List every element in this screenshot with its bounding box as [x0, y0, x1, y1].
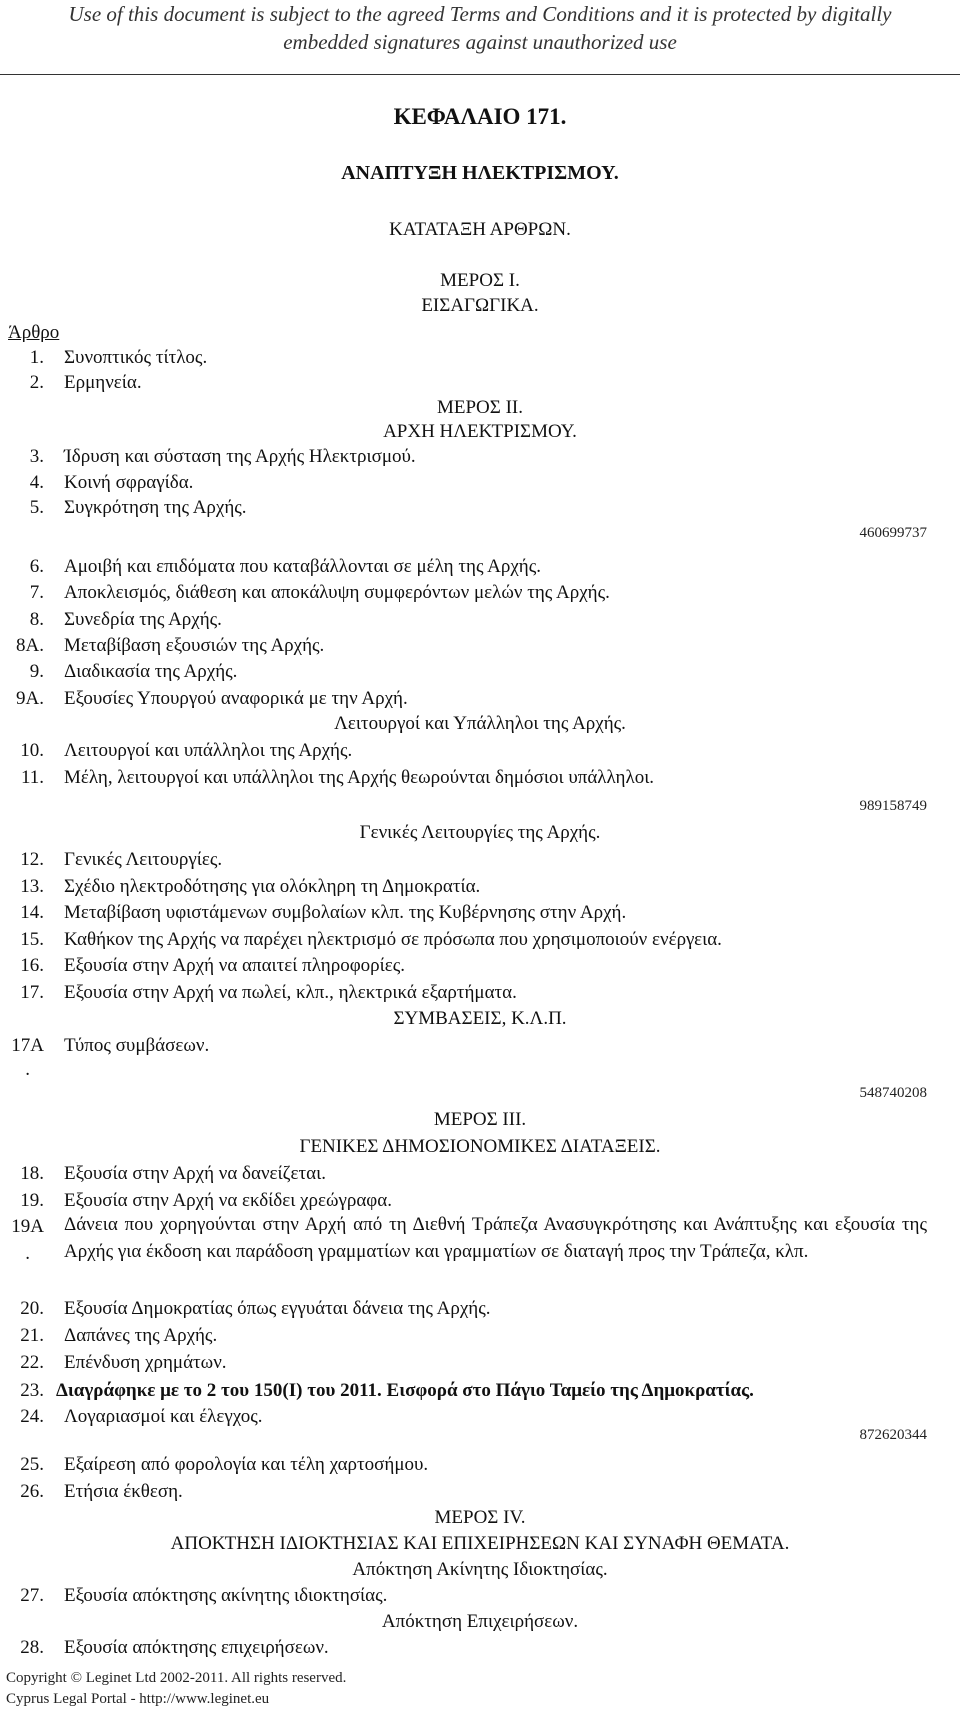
article-number: 19. [20, 1190, 44, 1211]
article-title: Ετήσια έκθεση. [64, 1481, 183, 1502]
article-title: Μέλη, λειτουργοί και υπάλληλοι της Αρχής θεωρούνται δημόσιοι υπάλληλοι. [64, 767, 655, 788]
article-number: 11. [20, 767, 44, 788]
article-title: Εξουσία στην Αρχή να δανείζεται. [64, 1163, 326, 1184]
article-title: Επένδυση χρημάτων. [64, 1352, 227, 1373]
part-3-title: ΜΕΡΟΣ ΙΙΙ. [433, 1109, 527, 1130]
article-title: Εξουσία απόκτησης ακίνητης ιδιοκτησίας. [64, 1585, 388, 1606]
article-title: Συγκρότηση της Αρχής. [64, 497, 247, 518]
article-number: 1. [29, 347, 44, 368]
article-number: 3. [29, 446, 44, 467]
article-number: 27. [20, 1585, 44, 1606]
section-heading: Γενικές Λειτουργίες της Αρχής. [359, 822, 601, 843]
article-title: Δάνεια που χορηγούνται στην Αρχή από τη Διεθνή Τράπεζα Ανασυγκρότησης και Ανάπτυξης και εξουσία της Αρχής για έκδοση και παράδοση γραμματίων και γραμματίων σε διαταγή προς την Τράπεζα, κλπ. [64, 1214, 927, 1262]
article-title-bold: Διαγράφηκε με το 2 του 150(Ι) του 2011. Εισφορά στο Πάγιο Ταμείο της Δημοκρατίας. [56, 1380, 754, 1401]
article-number: 4. [29, 472, 44, 493]
copyright-line: Copyright © Leginet Ltd 2002-2011. All rights reserved. [6, 1670, 347, 1686]
article-title: Διαδικασία της Αρχής. [64, 661, 238, 682]
article-title: Αποκλεισμός, διάθεση και αποκάλυψη συμφερόντων μελών της Αρχής. [64, 582, 610, 603]
article-title: Λογαριασμοί και έλεγχος. [64, 1406, 263, 1427]
article-number: 14. [20, 902, 44, 923]
article-title: Καθήκον της Αρχής να παρέχει ηλεκτρισμό σε πρόσωπα που χρησιμοποιούν ενέργεια. [64, 929, 722, 950]
document-code: 460699737 [859, 525, 927, 541]
document-code: 989158749 [859, 798, 927, 814]
contents-title: ΚΑΤΑΤΑΞΗ ΑΡΘΡΩΝ. [389, 219, 571, 240]
article-number: 8. [29, 609, 44, 630]
article-number: 22. [20, 1352, 44, 1373]
article-number: 13. [20, 876, 44, 897]
article-number: 8Α. [16, 635, 44, 656]
article-title: Λειτουργοί και υπάλληλοι της Αρχής. [64, 740, 353, 761]
article-title: Ερμηνεία. [64, 372, 142, 393]
article-number: 9. [29, 661, 44, 682]
article-number: 7. [29, 582, 44, 603]
article-number: 6. [29, 556, 44, 577]
article-title: Εξουσίες Υπουργού αναφορικά με την Αρχή. [64, 688, 408, 709]
article-title: Συνεδρία της Αρχής. [64, 609, 222, 630]
section-heading: ΣΥΜΒΑΣΕΙΣ, Κ.Λ.Π. [393, 1008, 567, 1029]
part-1-subtitle: ΕΙΣΑΓΩΓΙΚΑ. [421, 295, 539, 316]
article-number-dot: . [25, 1059, 30, 1080]
law-title: ΑΝΑΠΤΥΞΗ ΗΛΕΚΤΡΙΣΜΟΥ. [341, 162, 619, 184]
article-number: 20. [20, 1298, 44, 1319]
article-title: Γενικές Λειτουργίες. [64, 849, 223, 870]
article-title: Τύπος συμβάσεων. [64, 1035, 210, 1056]
article-number: 17Α [11, 1035, 44, 1056]
document-code: 548740208 [859, 1085, 927, 1101]
article-number: 16. [20, 955, 44, 976]
article-title: Εξουσία απόκτησης επιχειρήσεων. [64, 1637, 329, 1658]
article-number-dot: . [25, 1243, 30, 1264]
usage-notice-line-1: Use of this document is subject to the agreed Terms and Conditions and it is protected by digitally [68, 2, 892, 26]
article-title: Εξαίρεση από φορολογία και τέλη χαρτοσήμου. [64, 1454, 429, 1475]
usage-notice [0, 0, 960, 56]
part-4-subtitle: ΑΠΟΚΤΗΣΗ ΙΔΙΟΚΤΗΣΙΑΣ ΚΑΙ ΕΠΙΧΕΙΡΗΣΕΩΝ ΚΑΙ ΣΥΝΑΦΗ ΘΕΜΑΤΑ. [170, 1533, 790, 1554]
section-heading: Απόκτηση Επιχειρήσεων. [381, 1611, 579, 1632]
article-title: Δαπάνες της Αρχής. [64, 1325, 218, 1346]
portal-line: Cyprus Legal Portal - http://www.leginet.eu [6, 1691, 270, 1707]
section-heading: Απόκτηση Ακίνητης Ιδιοκτησίας. [352, 1559, 608, 1580]
article-number: 19Α [11, 1216, 44, 1237]
header-divider [0, 74, 960, 75]
article-number: 5. [29, 497, 44, 518]
part-3-subtitle: ΓΕΝΙΚΕΣ ΔΗΜΟΣΙΟΝΟΜΙΚΕΣ ΔΙΑΤΑΞΕΙΣ. [299, 1136, 661, 1157]
part-4-title: ΜΕΡΟΣ ΙV. [434, 1507, 526, 1528]
article-number: 2. [29, 372, 44, 393]
article-number: 10. [20, 740, 44, 761]
article-number: 23. [20, 1380, 44, 1401]
article-title: Αμοιβή και επιδόματα που καταβάλλονται σε μέλη της Αρχής. [64, 556, 542, 577]
article-number: 18. [20, 1163, 44, 1184]
article-number: 17. [20, 982, 44, 1003]
article-title: Εξουσία στην Αρχή να απαιτεί πληροφορίες. [64, 955, 406, 976]
section-heading: Λειτουργοί και Υπάλληλοι της Αρχής. [334, 713, 626, 734]
article-number: 21. [20, 1325, 44, 1346]
article-title: Μεταβίβαση υφιστάμενων συμβολαίων κλπ. της Κυβέρνησης στην Αρχή. [64, 902, 627, 923]
article-number: 9Α. [16, 688, 44, 709]
article-title: Εξουσία Δημοκρατίας όπως εγγυάται δάνεια της Αρχής. [64, 1298, 491, 1319]
article-title: Συνοπτικός τίτλος. [64, 347, 208, 368]
article-title: Ίδρυση και σύσταση της Αρχής Ηλεκτρισμού. [64, 446, 416, 467]
article-number: 28. [20, 1637, 44, 1658]
part-2-title: ΜΕΡΟΣ ΙΙ. [436, 397, 523, 418]
document-code: 872620344 [859, 1427, 927, 1443]
article-title: Κοινή σφραγίδα. [64, 472, 194, 493]
article-title: Εξουσία στην Αρχή να εκδίδει χρεώγραφα. [64, 1190, 392, 1211]
part-1-title: ΜΕΡΟΣ Ι. [440, 270, 520, 291]
article-column-label: Άρθρο [8, 322, 60, 343]
article-number: 25. [20, 1454, 44, 1475]
article-number: 24. [20, 1406, 44, 1427]
article-number: 15. [20, 929, 44, 950]
article-title: Σχέδιο ηλεκτροδότησης για ολόκληρη τη Δημοκρατία. [64, 876, 481, 897]
article-title: Μεταβίβαση εξουσιών της Αρχής. [64, 635, 325, 656]
part-2-subtitle: ΑΡΧΗ ΗΛΕΚΤΡΙΣΜΟΥ. [383, 421, 577, 442]
chapter-title: ΚΕΦΑΛΑΙΟ 171. [393, 104, 567, 129]
article-title: Εξουσία στην Αρχή να πωλεί, κλπ., ηλεκτρικά εξαρτήματα. [64, 982, 517, 1003]
usage-notice-line-2: embedded signatures against unauthorized use [283, 30, 677, 54]
article-number: 12. [20, 849, 44, 870]
article-number: 26. [20, 1481, 44, 1502]
